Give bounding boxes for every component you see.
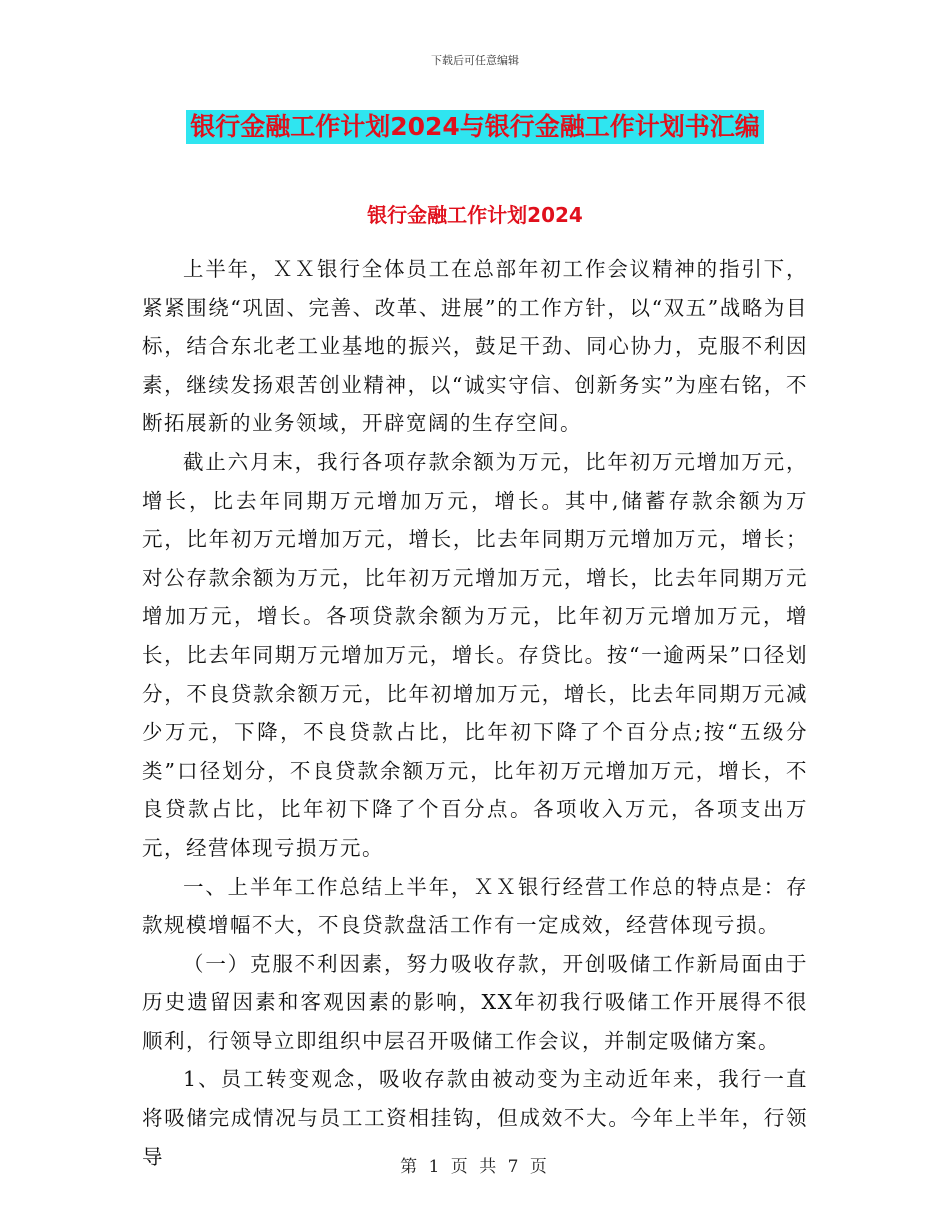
paragraph-figures: 截止六月末，我行各项存款余额为万元，比年初万元增加万元，增长，比去年同期万元增加万元，增长。其中,储蓄存款余额为万元，比年初万元增加万元，增长，比去年同期万元增加万元，增长；对公存款余额为万元，比年初万元增加万元，增长，比去年同期万元增加万元，增长。各项贷款余额为万元，比年初万元增加万元，增长，比去年同期万元增加万元，增长。存贷比。按“一逾两呆”口径划分，不良贷款余额万元，比年初增加万元，增长，比去年同期万元减少万元，下降，不良贷款占比，比年初下降了个百分点;按“五级分类”口径划分，不良贷款余额万元，比年初万元增加万元，增长，不良贷款占比，比年初下降了个百分点。各项收入万元，各项支出万元，经营体现亏损万元。 [142, 449, 808, 860]
paragraph-summary: 一、上半年工作总结上半年，ＸＸ银行经营工作总的特点是：存款规模增幅不大，不良贷款盘活工作有一定成效，经营体现亏损。 [142, 874, 808, 938]
paragraph-staff: 1、员工转变观念，吸收存款由被动变为主动近年来，我行一直将吸储完成情况与员工工资相挂钩，但成效不大。今年上半年，行领导 [142, 1067, 808, 1169]
document-body [142, 250, 808, 1176]
document-title: 银行金融工作计划2024与银行金融工作计划书汇编 [186, 110, 764, 144]
paragraph-intro: 上半年，ＸＸ银行全体员工在总部年初工作会议精神的指引下，紧紧围绕“巩固、完善、改革、进展”的工作方针，以“双五”战略为目标，结合东北老工业基地的振兴，鼓足干劲、同心协力，克服不利因素，继续发扬艰苦创业精神，以“诚实守信、创新务实”为座右铭，不断拓展新的业务领域，开辟宽阔的生存空间。 [142, 257, 808, 436]
download-note: 下载后可任意编辑 [431, 54, 519, 67]
section-title: 银行金融工作计划2024 [367, 203, 583, 227]
paragraph-deposits: （一）克服不利因素，努力吸收存款，开创吸储工作新局面由于历史遗留因素和客观因素的影响，XX年初我行吸储工作开展得不很顺利，行领导立即组织中层召开吸储工作会议，并制定吸储方案。 [142, 951, 808, 1053]
document-title-container [0, 110, 950, 144]
page-number: 第 1 页 共 7 页 [400, 1157, 550, 1177]
